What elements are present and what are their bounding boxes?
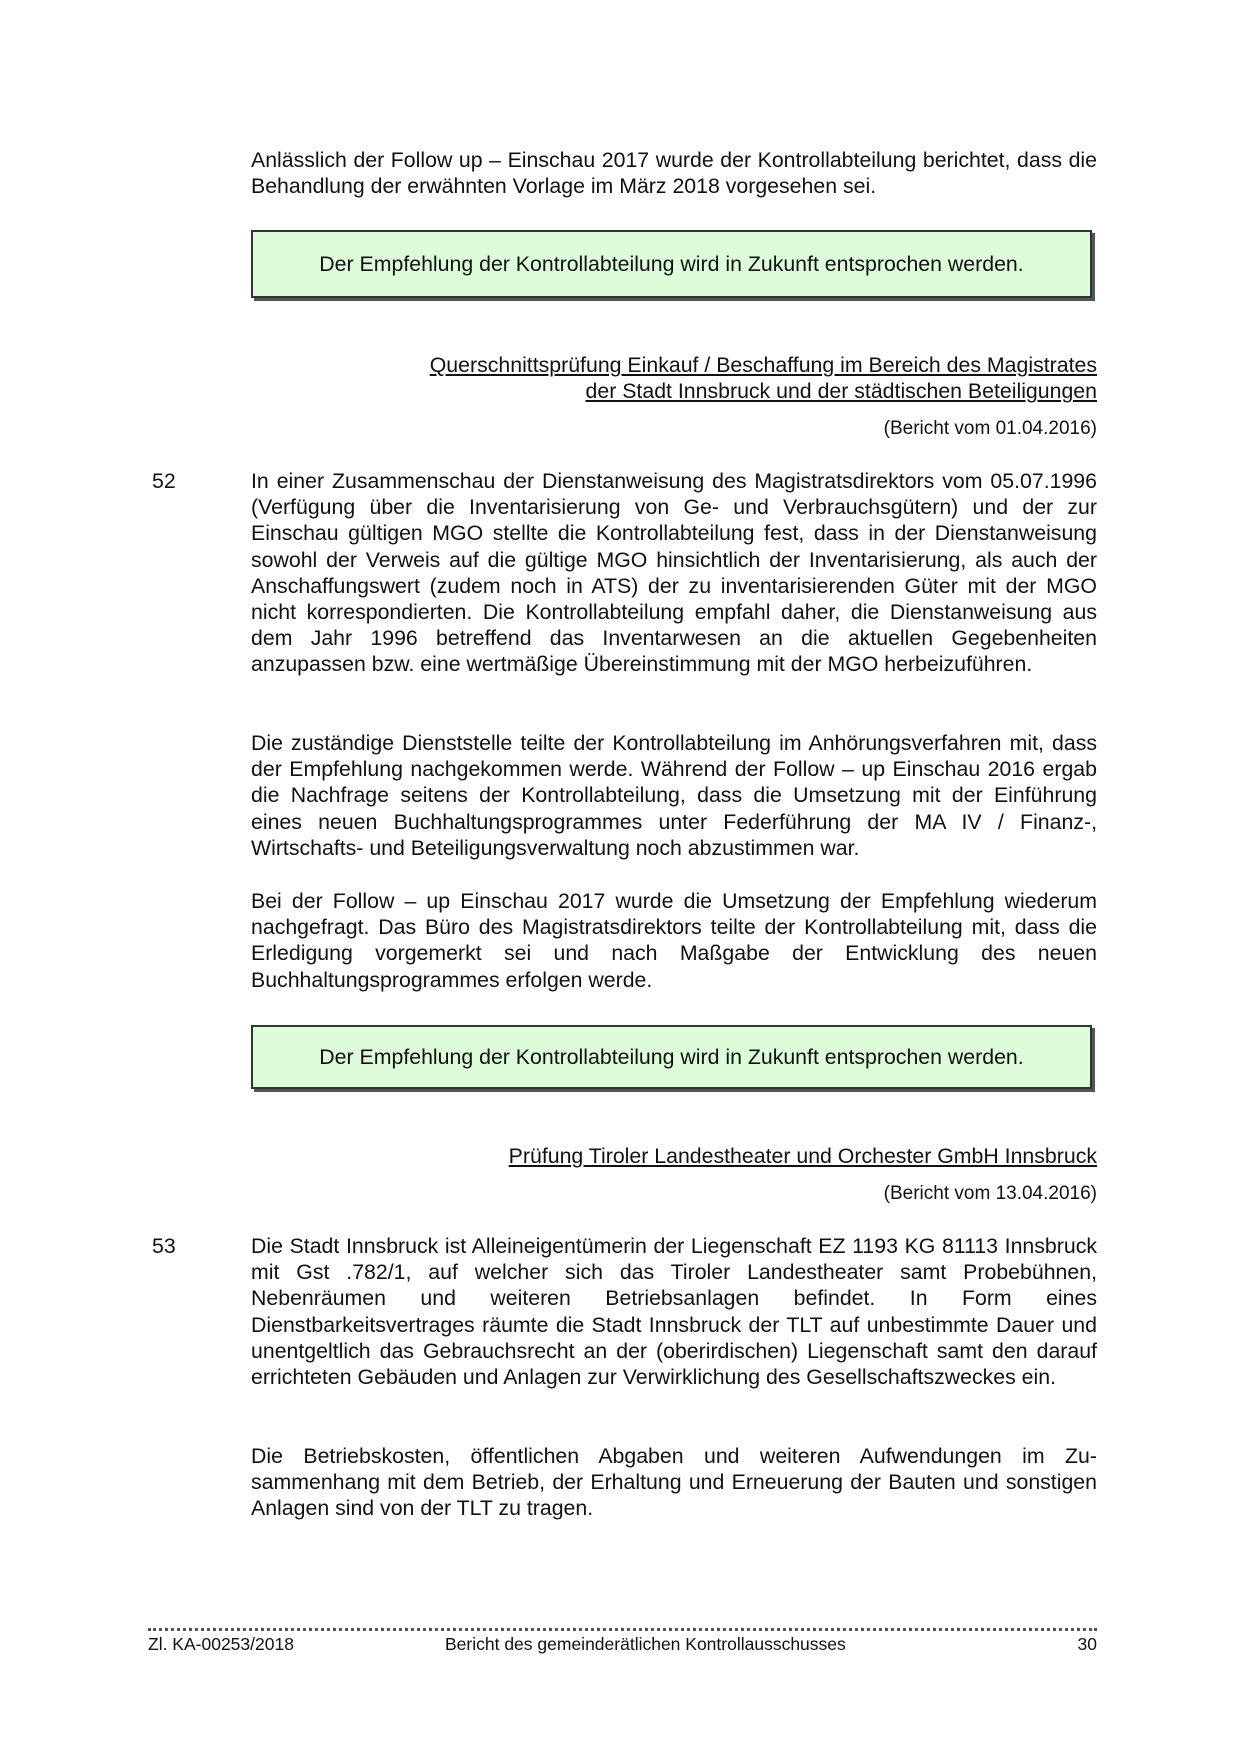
paragraph-52-3: Bei der Follow – up Einschau 2017 wurde die Umsetzung der Empfehlung wiederum nachgefragt. Das Büro des Magistratsdirektors teilte der Kontrollabteilung mit, dass die Erledigung vorgemerkt sei und nach Maßgabe der Entwicklung des neuen Buchhaltungsprogrammes erfolgen werde. bbox=[251, 889, 1097, 992]
paragraph-number-53: 53 bbox=[152, 1234, 176, 1258]
paragraph-53-2: Die Betriebskosten, öffentlichen Abgaben und weiteren Aufwendungen im Zusammenhang mit dem Betrieb, der Erhaltung und Erneuerung der Bauten und sonstigen Anlagen sind von der TLT zu tragen. bbox=[251, 1444, 1097, 1521]
recommendation-text-1: Der Empfehlung der Kontrollabteilung wird in Zukunft entsprochen werden. bbox=[319, 251, 1024, 276]
paragraph-53-1: Die Stadt Innsbruck ist Alleineigentümerin der Liegenschaft EZ 1193 KG 81113 Innsbruck mit Gst .782/1, auf welcher sich das Tiroler Landestheater samt Probebühnen, Nebenräumen und weiteren Betriebsanlagen befindet. In Form eines Dienstbarkeitsvertrages räumte die Stadt Innsbruck der TLT auf unbestimmte Dauer und unentgeltlich das Gebrauchsrecht an der (oberirdischen) Liegenschaft samt den darauf errichteten Gebäuden und Anlagen zur Verwirklichung des Gesellschaftszweckes ein. bbox=[251, 1234, 1097, 1390]
paragraph-intro: Anlässlich der Follow up – Einschau 2017 wurde der Kontrollabteilung berichtet, dass die Behandlung der erwähnten Vorlage im März 2018 vorgesehen sei. bbox=[251, 148, 1097, 199]
section-heading-1-line1: Querschnittsprüfung Einkauf / Beschaffung im Bereich des Magistrates bbox=[429, 353, 1097, 377]
footer-page-number: 30 bbox=[1077, 1634, 1097, 1654]
paragraph-52-1: In einer Zusammenschau der Dienstanweisung des Magistratsdirektors vom 05.07.1996 (Verfügung über die Inventarisierung von Ge- und Verbrauchsgütern) und der zur Einschau gültigen MGO stellte die Kontrollabteilung fest, dass in der Dienstanweisung sowohl der Verweis auf die gültige MGO hinsichtlich der Inventarisierung, als auch der Anschaffungswert (zudem noch in ATS) der zu inventarisierenden Güter mit der MGO nicht korrespondierten. Die Kontrollabteilung empfahl daher, die Dienstanweisung aus dem Jahr 1996 betreffend das Inventarwesen an die aktuellen Gegebenheiten anzupassen bzw. eine wertmäßige Übereinstimmung mit der MGO herbeizuführen. bbox=[251, 469, 1097, 677]
section-date-1: (Bericht vom 01.04.2016) bbox=[883, 418, 1097, 439]
section-heading-2: Prüfung Tiroler Landestheater und Orchester GmbH Innsbruck bbox=[508, 1144, 1097, 1168]
paragraph-52-2: Die zuständige Dienststelle teilte der Kontrollabteilung im Anhörungsverfahren mit, dass der Empfehlung nachgekommen werde. Während der Follow – up Einschau 2016 ergab die Nachfrage seitens der Kontrollabteilung, dass die Umsetzung mit der Einführung eines neuen Buchhaltungsprogrammes unter Federführung der MA IV / Finanz-, Wirtschafts- und Beteiligungsverwaltung noch abzustimmen war. bbox=[251, 731, 1097, 860]
section-date-2: (Bericht vom 13.04.2016) bbox=[883, 1183, 1097, 1204]
recommendation-text-2: Der Empfehlung der Kontrollabteilung wird in Zukunft entsprochen werden. bbox=[319, 1044, 1024, 1069]
footer-reference: Zl. KA-00253/2018 bbox=[148, 1634, 294, 1654]
footer-title: Bericht des gemeinderätlichen Kontrollausschusses bbox=[445, 1634, 846, 1654]
recommendation-box-1 bbox=[251, 230, 1092, 298]
paragraph-number-52: 52 bbox=[152, 469, 176, 493]
section-heading-1-line2: der Stadt Innsbruck und der städtischen Beteiligungen bbox=[585, 379, 1097, 404]
section-heading-1 bbox=[337, 352, 1097, 404]
footer-divider bbox=[148, 1620, 1097, 1631]
recommendation-box-2 bbox=[251, 1025, 1092, 1089]
